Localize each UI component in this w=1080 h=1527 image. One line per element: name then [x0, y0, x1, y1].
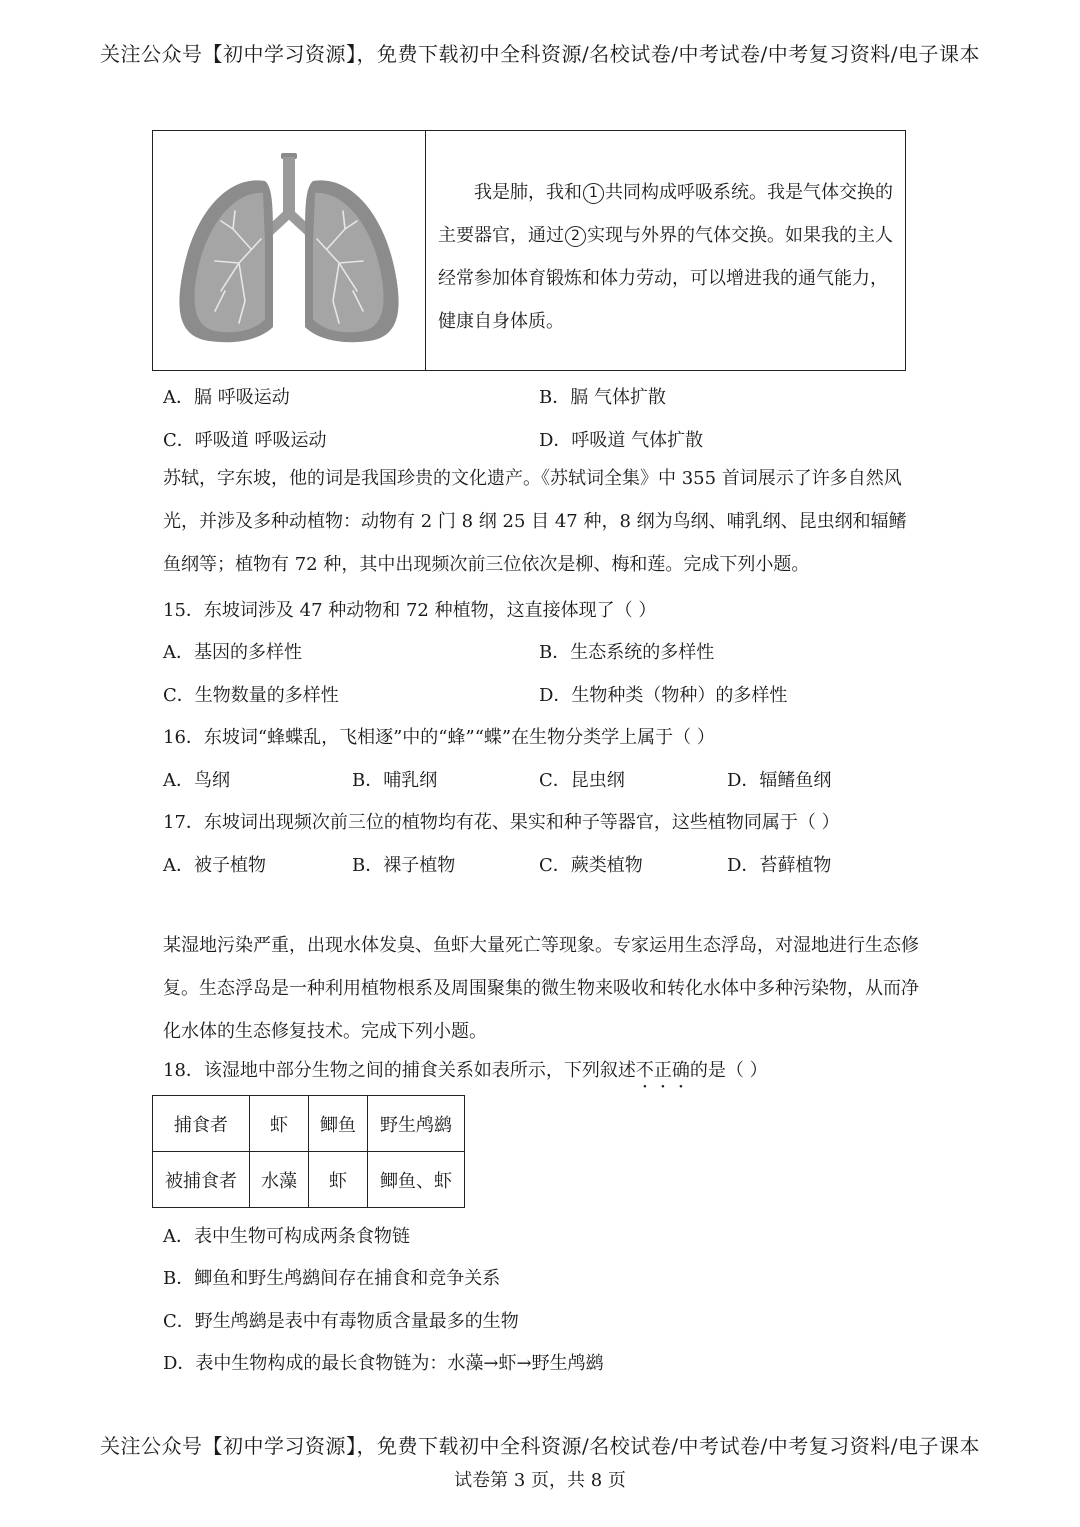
table-row — [153, 1152, 465, 1208]
q17-option-c[interactable]: C．蕨类植物 — [539, 855, 643, 876]
q18-stem — [163, 1056, 768, 1082]
intro-text-3: 实现与外界的气体交换。如果我的主人经常参加体育锻炼和体力劳动，可以增进我的通气能力，健康自身体质。 — [438, 225, 893, 332]
q15-option-d[interactable]: D．生物种类（物种）的多样性 — [539, 685, 788, 706]
q18-stem-pre: 18．该湿地中部分生物之间的捕食关系如表所示，下列叙述 — [163, 1060, 636, 1081]
wetland-passage: 某湿地污染严重，出现水体发臭、鱼虾大量死亡等现象。专家运用生态浮岛，对湿地进行生态修复。生态浮岛是一种利用植物根系及周围聚集的微生物来吸收和转化水体中多种污染物，从而净化水体的生态修复技术。完成下列小题。 — [163, 935, 919, 1042]
q18-emphasis-char: 正 — [653, 1060, 672, 1081]
q14-option-a[interactable]: A．膈 呼吸运动 — [163, 387, 290, 408]
table-cell: 野生鸬鹚 — [368, 1096, 465, 1152]
table-cell: 被捕食者 — [153, 1152, 250, 1208]
lung-icon — [169, 151, 409, 351]
q17-option-d[interactable]: D．苔藓植物 — [727, 855, 832, 876]
intro-text-1: 我是肺，我和 — [474, 182, 582, 203]
q15-option-c[interactable]: C．生物数量的多样性 — [163, 685, 339, 706]
q14-option-d[interactable]: D．呼吸道 气体扩散 — [539, 430, 704, 451]
q18-option-a[interactable]: A．表中生物可构成两条食物链 — [163, 1226, 410, 1247]
predation-table — [152, 1095, 465, 1208]
q18-emphasis-char: 确 — [671, 1060, 690, 1081]
lung-intro-box — [152, 130, 906, 371]
q14-option-c[interactable]: C．呼吸道 呼吸运动 — [163, 430, 327, 451]
table-row — [153, 1096, 465, 1152]
footer-banner: 关注公众号【初中学习资源】，免费下载初中全科资源/名校试卷/中考试卷/中考复习资料/电子课本 — [100, 1434, 980, 1458]
table-cell: 水藻 — [250, 1152, 309, 1208]
intro-text-2: 共同构成呼吸系统。我是气体交换的主要器官，通过 — [438, 182, 893, 246]
q16-stem: 16．东坡词“蜂蝶乱，飞相逐”中的“蜂”“蝶”在生物分类学上属于（ ） — [163, 727, 715, 748]
q18-option-c[interactable]: C．野生鸬鹚是表中有毒物质含量最多的生物 — [163, 1311, 519, 1332]
table-cell: 鲫鱼、虾 — [368, 1152, 465, 1208]
circled-number-1: 1 — [583, 183, 604, 204]
q15-option-a[interactable]: A．基因的多样性 — [163, 642, 302, 663]
lung-intro-text — [426, 131, 905, 370]
q16-option-c[interactable]: C．昆虫纲 — [539, 770, 625, 791]
q18-option-d[interactable]: D．表中生物构成的最长食物链为：水藻→虾→野生鸬鹚 — [163, 1353, 604, 1374]
page-number: 试卷第 3 页，共 8 页 — [454, 1470, 626, 1491]
q15-option-b[interactable]: B．生态系统的多样性 — [539, 642, 715, 663]
su-shi-passage: 苏轼，字东坡，他的词是我国珍贵的文化遗产。《苏轼词全集》中 355 首词展示了许多自然风光，并涉及多种动植物：动物有 2 门 8 纲 25 目 47 种，8 纲为鸟纲、哺乳纲、昆虫纲和辐鳍鱼纲等；植物有 72 种，其中出现频次前三位依次是柳、梅和莲。完成下列小题。 — [163, 468, 907, 575]
q16-option-b[interactable]: B．哺乳纲 — [352, 770, 438, 791]
q17-stem: 17．东坡词出现频次前三位的植物均有花、果实和种子等器官，这些植物同属于（ ） — [163, 812, 840, 833]
lung-illustration — [153, 131, 426, 370]
q14-option-b[interactable]: B．膈 气体扩散 — [539, 387, 666, 408]
q17-option-b[interactable]: B．裸子植物 — [352, 855, 456, 876]
table-cell: 鲫鱼 — [309, 1096, 368, 1152]
header-banner: 关注公众号【初中学习资源】，免费下载初中全科资源/名校试卷/中考试卷/中考复习资料/电子课本 — [100, 42, 980, 66]
table-cell: 捕食者 — [153, 1096, 250, 1152]
table-cell: 虾 — [250, 1096, 309, 1152]
q18-stem-post: 的是（ ） — [689, 1060, 768, 1081]
q17-option-a[interactable]: A．被子植物 — [163, 855, 266, 876]
q16-option-a[interactable]: A．鸟纲 — [163, 770, 230, 791]
q18-emphasis-char: 不 — [635, 1060, 654, 1081]
q15-stem: 15．东坡词涉及 47 种动物和 72 种植物，这直接体现了（ ） — [163, 600, 657, 621]
circled-number-2: 2 — [565, 226, 586, 247]
q18-option-b[interactable]: B．鲫鱼和野生鸬鹚间存在捕食和竞争关系 — [163, 1268, 501, 1289]
table-cell: 虾 — [309, 1152, 368, 1208]
q16-option-d[interactable]: D．辐鳍鱼纲 — [727, 770, 832, 791]
